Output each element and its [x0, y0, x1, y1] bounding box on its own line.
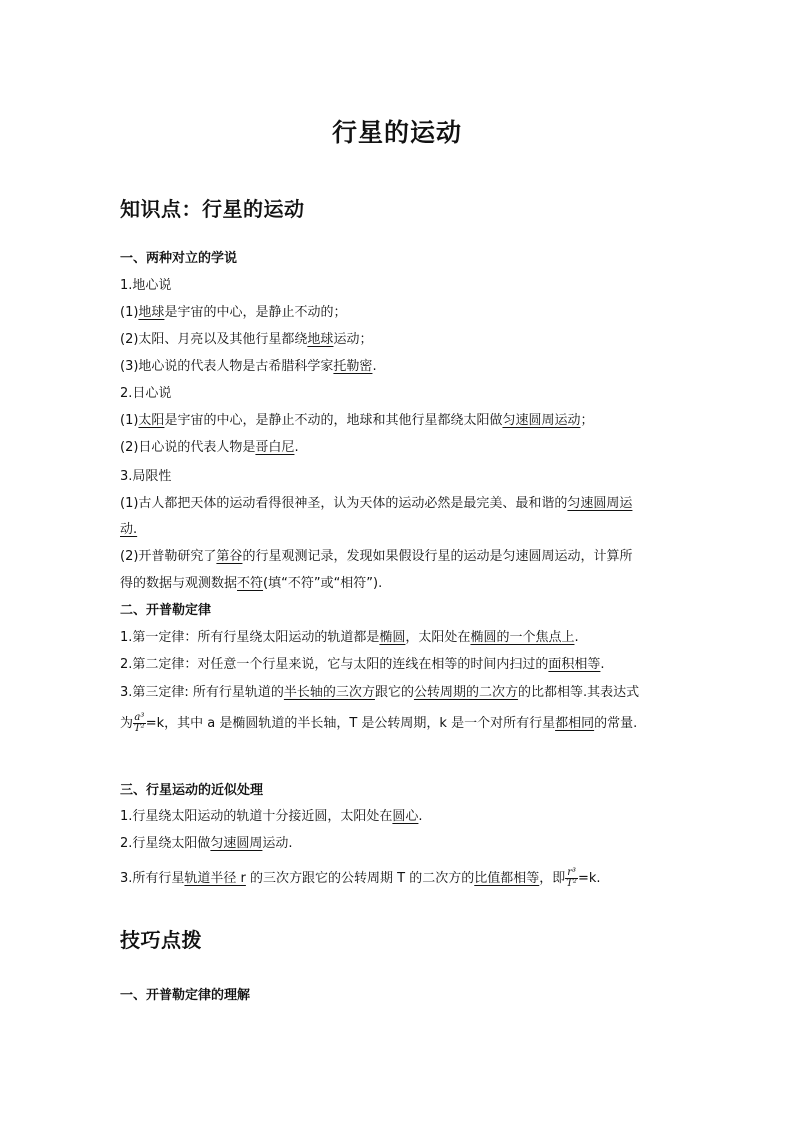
limitations-title: 3.局限性 — [120, 469, 172, 484]
text: (1) — [120, 413, 139, 428]
approximation-point-3 — [120, 868, 601, 889]
text: 1.第一定律：所有行星绕太阳运动的轨道都是 — [120, 630, 380, 645]
text: (1)古人都把天体的运动看得很神圣，认为天体的运动必然是最完美、最和谐的 — [120, 496, 568, 511]
geocentric-point-1 — [120, 304, 346, 322]
section-heading-tips: 技巧点拨 — [120, 928, 202, 952]
text: ； — [580, 413, 594, 428]
heading-approximation: 三、行星运动的近似处理 — [120, 783, 264, 798]
text: 2.第二定律：对任意一个行星来说，它与太阳的连线在相等的时间内扫过的 — [120, 657, 549, 672]
text: =k. — [577, 871, 601, 886]
text: 的三次方跟它的公转周期 T 的二次方的 — [245, 871, 475, 886]
denominator: T² — [134, 723, 145, 734]
fraction-r3-over-t2 — [565, 868, 578, 889]
text: (3)地心说的代表人物是古希腊科学家 — [120, 359, 334, 374]
answer-blank: 不符 — [237, 576, 264, 591]
limitations-point-1 — [120, 495, 632, 513]
heading-two-theories: 一、两种对立的学说 — [120, 251, 238, 266]
geocentric-title: 1.地心说 — [120, 278, 172, 293]
approximation-point-1 — [120, 808, 423, 826]
answer-blank: 匀速圆周运 — [567, 496, 633, 511]
answer-blank: 动. — [120, 522, 138, 537]
text: 是宇宙的中心，是静止不动的； — [164, 305, 347, 320]
text: (填“不符”或“相符”). — [263, 576, 383, 591]
text: 为 — [120, 716, 134, 731]
text: ，即 — [539, 871, 566, 886]
text: 是宇宙的中心，是静止不动的，地球和其他行星都绕太阳做 — [164, 413, 503, 428]
text: (1) — [120, 305, 139, 320]
answer-blank: 托勒密 — [333, 359, 373, 374]
section-heading-knowledge: 知识点：行星的运动 — [120, 197, 305, 221]
text: 3.第三定律: 所有行星轨道的 — [120, 685, 284, 700]
answer-blank: 第谷 — [216, 549, 243, 564]
text: 的常量. — [594, 716, 638, 731]
answer-blank: 圆心 — [392, 809, 419, 824]
answer-blank: 太阳 — [138, 413, 165, 428]
text: . — [372, 359, 377, 374]
answer-blank: 面积相等 — [548, 657, 601, 672]
limitations-point-1-continued — [120, 521, 137, 539]
heliocentric-title: 2.日心说 — [120, 386, 172, 401]
heliocentric-point-2 — [120, 439, 299, 457]
answer-blank: 地球 — [138, 305, 165, 320]
answer-blank: 半长轴的三次方 — [283, 685, 375, 700]
answer-blank: 椭圆的一个焦点上 — [470, 630, 575, 645]
page-title: 行星的运动 — [331, 118, 462, 147]
answer-blank: 公转周期的二次方 — [413, 685, 518, 700]
text: 运动； — [333, 332, 373, 347]
limitations-point-2 — [120, 548, 632, 566]
geocentric-point-2 — [120, 331, 372, 349]
kepler-third-law-formula — [120, 713, 637, 734]
kepler-third-law — [120, 684, 639, 702]
heading-kepler-understanding: 一、开普勒定律的理解 — [120, 988, 251, 1003]
geocentric-point-3 — [120, 358, 377, 376]
text: . — [294, 440, 299, 455]
answer-blank: 哥白尼 — [255, 440, 295, 455]
text: 得的数据与观测数据 — [120, 576, 238, 591]
heliocentric-point-1 — [120, 412, 593, 430]
text: . — [600, 657, 605, 672]
denominator: T² — [566, 878, 577, 889]
kepler-first-law — [120, 629, 579, 647]
text: . — [574, 630, 579, 645]
numerator: a³ — [134, 712, 145, 723]
answer-blank: 椭圆 — [379, 630, 406, 645]
text: (2)开普勒研究了 — [120, 549, 217, 564]
text: 1.行星绕太阳运动的轨道十分接近圆，太阳处在 — [120, 809, 393, 824]
answer-blank: 匀速圆周运动 — [502, 413, 581, 428]
text: (2)日心说的代表人物是 — [120, 440, 256, 455]
text: 2.行星绕太阳做 — [120, 836, 211, 851]
text: ，太阳处在 — [405, 630, 471, 645]
text: 3.所有行星 — [120, 871, 185, 886]
limitations-point-2-continued — [120, 575, 382, 593]
fraction-a3-over-t2 — [133, 713, 146, 734]
answer-blank: 匀速圆周 — [210, 836, 263, 851]
numerator: r³ — [567, 867, 576, 878]
kepler-second-law — [120, 656, 605, 674]
answer-blank: 比值都相等 — [474, 871, 540, 886]
text: 跟它的 — [374, 685, 414, 700]
answer-blank: 都相同 — [555, 716, 595, 731]
answer-blank: 地球 — [307, 332, 334, 347]
text: =k，其中 a 是椭圆轨道的半长轴，T 是公转周期，k 是一个对所有行星 — [145, 716, 556, 731]
text: 的行星观测记录，发现如果假设行星的运动是匀速圆周运动，计算所 — [242, 549, 633, 564]
approximation-point-2 — [120, 835, 293, 853]
text: (2)太阳、月亮以及其他行星都绕 — [120, 332, 308, 347]
answer-blank: 轨道半径 r — [184, 871, 246, 886]
heading-kepler-laws: 二、开普勒定律 — [120, 603, 212, 618]
text: 的比都相等.其表达式 — [517, 685, 640, 700]
text: . — [418, 809, 423, 824]
text: 运动. — [262, 836, 293, 851]
